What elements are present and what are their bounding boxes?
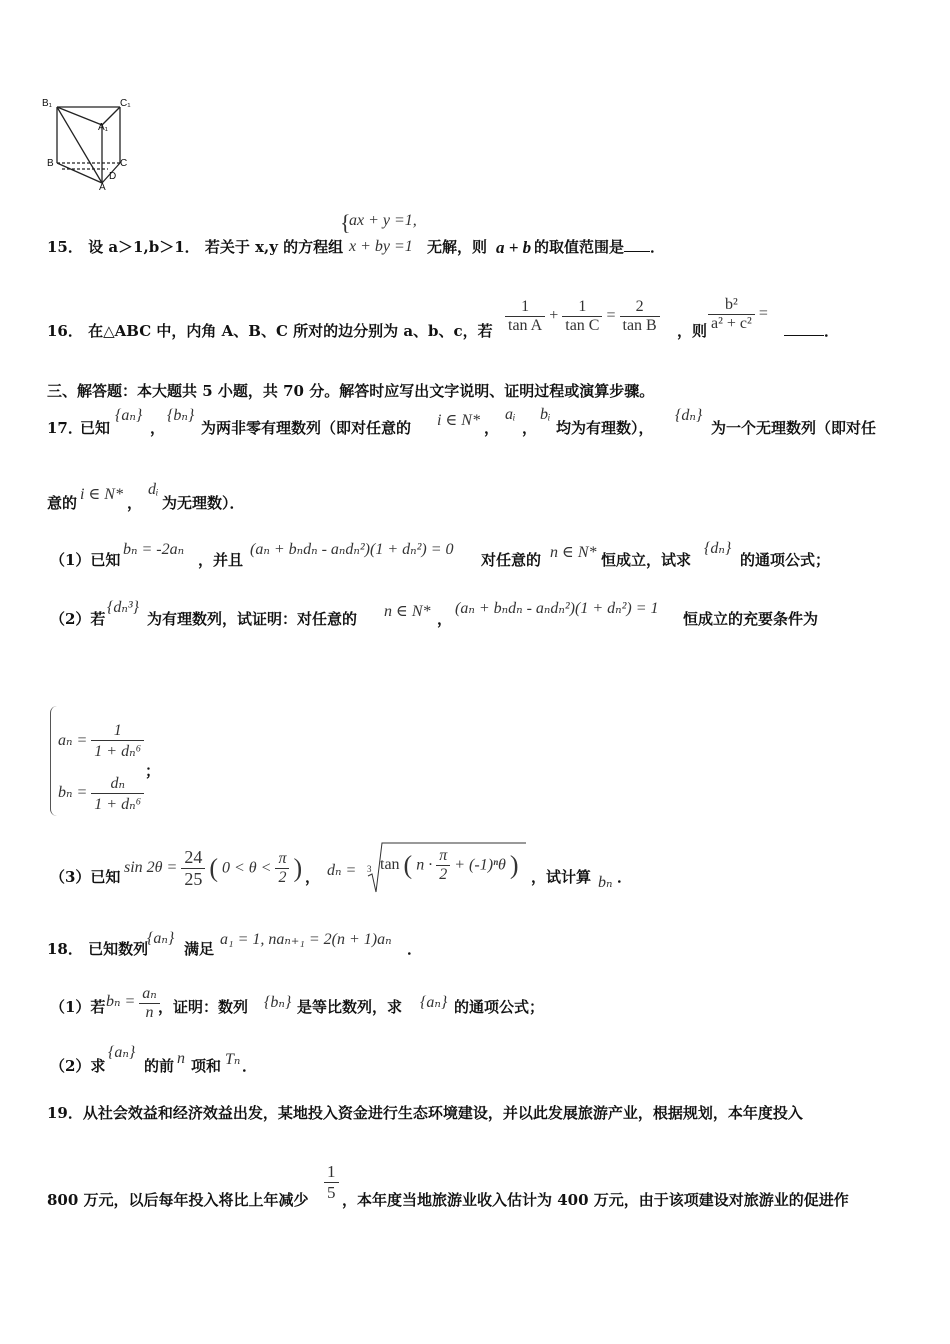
q18-s1bseq: {bₙ} <box>264 994 292 1011</box>
q17-s2c: 恒成立的充要条件为 <box>683 610 819 628</box>
q15-text2: 无解，则 <box>427 238 488 256</box>
q15-end: ． <box>650 238 666 256</box>
q18-line <box>47 938 148 959</box>
q19-line1 <box>47 1102 803 1123</box>
q17-s3bn: bₙ <box>598 874 613 891</box>
q17-an: {aₙ} <box>115 407 143 424</box>
q17-s1c: 对任意的 <box>481 551 542 569</box>
q16-tail: ． <box>784 320 839 341</box>
q19-fraction: $\frac{1}{5}$ <box>324 1162 339 1203</box>
q16-line <box>47 320 493 341</box>
q18-s1d: 的通项公式； <box>454 998 545 1016</box>
q17-iN2: i ∈ N* <box>80 486 123 503</box>
prism-figure <box>40 95 140 195</box>
q17-bi: bᵢ <box>540 406 551 423</box>
q17-s2comma: ， <box>437 610 453 628</box>
q17-s1e: 的通项公式； <box>740 551 831 569</box>
q17-s1eq1: bₙ = -2aₙ <box>123 541 185 558</box>
q17-p1a: 已知 <box>80 419 111 437</box>
q16-text2: ，则 <box>677 322 708 340</box>
q17-p1d: 为一个无理数列（即对任 <box>711 419 877 437</box>
q17-ai: aᵢ <box>505 406 516 423</box>
q17-s2eq: (aₙ + bₙdₙ - aₙdₙ²)(1 + dₙ²) = 1 <box>455 600 659 617</box>
q17-di: dᵢ <box>148 481 159 498</box>
q17-s1d: 恒成立，试求 <box>601 551 692 569</box>
q18-s1-formula: bₙ = $\frac{\text{aₙ}}{n}$ <box>106 983 160 1022</box>
q15-tail <box>534 236 665 257</box>
q17-s2nN: n ∈ N* <box>384 603 431 620</box>
q19-number: 19． <box>47 1104 83 1122</box>
q18-end: ． <box>407 940 423 958</box>
q17-s1eq2: (aₙ + bₙdₙ - aₙdₙ²)(1 + dₙ²) = 0 <box>250 541 454 558</box>
q17-p2b: 为无理数）． <box>162 494 245 512</box>
q18-s1a: （1）若 <box>50 998 106 1016</box>
q18-number: 18． <box>47 940 83 958</box>
q17-system-brace <box>50 706 57 816</box>
q18-an: {aₙ} <box>147 930 175 947</box>
q15-text1: 设 a＞1,b＞1． 若关于 x,y 的方程组 <box>88 238 344 256</box>
q17-sys-end: ； <box>145 762 161 780</box>
q17-sys-a: aₙ = $\frac{1}{\text{1 + dₙ⁶}}$ <box>58 722 144 761</box>
q18-s1b: ，证明：数列 <box>158 998 249 1016</box>
q18-text2: 满足 <box>184 940 215 958</box>
label-C1: C₁ <box>120 98 131 109</box>
q18-s2an: {aₙ} <box>108 1044 136 1061</box>
section3-header: 三、解答题：本大题共 5 小题，共 70 分。解答时应写出文字说明、证明过程或演算步骤。 <box>47 382 655 400</box>
q17-s3-root-index: 3 <box>367 864 372 874</box>
q15-brace: { <box>340 210 351 235</box>
q15-eq1: ax + y =1, <box>349 212 417 229</box>
q18-s2n: n <box>177 1050 185 1067</box>
q15-line <box>47 236 343 257</box>
q18-s2b: 的前 <box>144 1057 175 1075</box>
q18-s2end: ． <box>242 1057 258 1075</box>
q17-s3-formula: sin 2θ = $\frac{24}{25}$ ( 0 < θ < $\frac{\pi}{2}$ ) <box>124 847 303 889</box>
q17-dn: {dₙ} <box>675 407 703 424</box>
q17-p2a: 意的 <box>47 494 78 512</box>
q17-s2dn3: {dₙ³} <box>107 599 140 616</box>
q16-text1: 在△ABC 中，内角 A、B、C 所对的边分别为 a、b、c，若 <box>88 322 493 340</box>
q17-s3b: ，试计算 <box>531 868 592 886</box>
q17-nN: n ∈ N* <box>550 544 597 561</box>
q19-line2b: ，本年度当地旅游业收入估计为 400 万元，由于该项建设对旅游业的促进作 <box>342 1191 849 1209</box>
q15-answer-blank <box>624 239 650 252</box>
q17-s3a: （3）已知 <box>50 868 121 886</box>
q17-s3end: ． <box>617 868 633 886</box>
q15-expr: a + b <box>496 238 532 257</box>
q19-text1: 从社会效益和经济效益出发，某地投入资金进行生态环境建设，并以此发展旅游产业，根据规划，本年度投入 <box>82 1104 803 1122</box>
label-A1: A₁ <box>98 122 109 133</box>
q17-p1b: 为两非零有理数列（即对任意的 <box>201 419 412 437</box>
q18-s2c: 项和 <box>191 1057 222 1075</box>
q18-cond: a₁ = 1, naₙ₊₁ = 2(n + 1)aₙ <box>220 931 392 948</box>
q17-s1b: ，并且 <box>198 551 244 569</box>
q17-s2b: 为有理数列，试证明：对任意的 <box>147 610 358 628</box>
q16-answer-blank <box>784 323 824 336</box>
q18-s2Tn: Tₙ <box>225 1051 241 1068</box>
q17-s1a: （1）已知 <box>50 551 121 569</box>
q15-eq2: x + by =1 <box>349 238 413 255</box>
q18-text1: 已知数列 <box>88 940 149 958</box>
q17-bn: {bₙ} <box>167 407 195 424</box>
q15-text3: 的取值范围是 <box>534 238 625 256</box>
q16-formula: $\frac{1}{\text{tan A}}$ + $\frac{1}{\text{tan C}}$ = $\frac{2}{\text{tan B}}$ <box>505 298 660 335</box>
q17-sys-b: bₙ = $\frac{\text{dₙ}}{\text{1 + dₙ⁶}}$ <box>58 773 144 814</box>
q15-number: 15． <box>47 238 83 256</box>
q17-s2a: （2）若 <box>50 610 106 628</box>
q17-comma3: ， <box>522 419 538 437</box>
label-B1: B₁ <box>42 98 53 109</box>
q18-s1aseq: {aₙ} <box>420 994 448 1011</box>
q17-s3dn: dₙ = <box>327 862 357 879</box>
q17-comma2: ， <box>484 419 500 437</box>
q16-number: 16． <box>47 322 83 340</box>
q18-s2a: （2）求 <box>50 1057 106 1075</box>
label-C: C <box>120 158 128 169</box>
q17-iN: i ∈ N* <box>437 412 480 429</box>
label-B: B <box>47 158 54 169</box>
q19-line2a: 800 万元，以后每年投入将比上年减少 <box>47 1191 309 1209</box>
q17-p1c: 均为有理数）， <box>556 419 654 437</box>
q17-s3-tan: tan ( n · $\frac{\pi}{2}$ + (-1)ⁿθ ) <box>380 847 519 883</box>
q17-number: 17． <box>47 419 83 437</box>
q17-s1dn: {dₙ} <box>704 540 732 557</box>
q17-comma4: ， <box>127 494 143 512</box>
label-A: A <box>99 182 106 193</box>
q18-s1c: 是等比数列，求 <box>297 998 403 1016</box>
label-D: D <box>109 171 117 182</box>
q17-s3comma: ， <box>305 868 321 886</box>
q16-formula2: $\frac{\text{b²}}{\text{a² + c²}}$ = <box>708 296 768 333</box>
q17-comma1: ， <box>150 419 166 437</box>
